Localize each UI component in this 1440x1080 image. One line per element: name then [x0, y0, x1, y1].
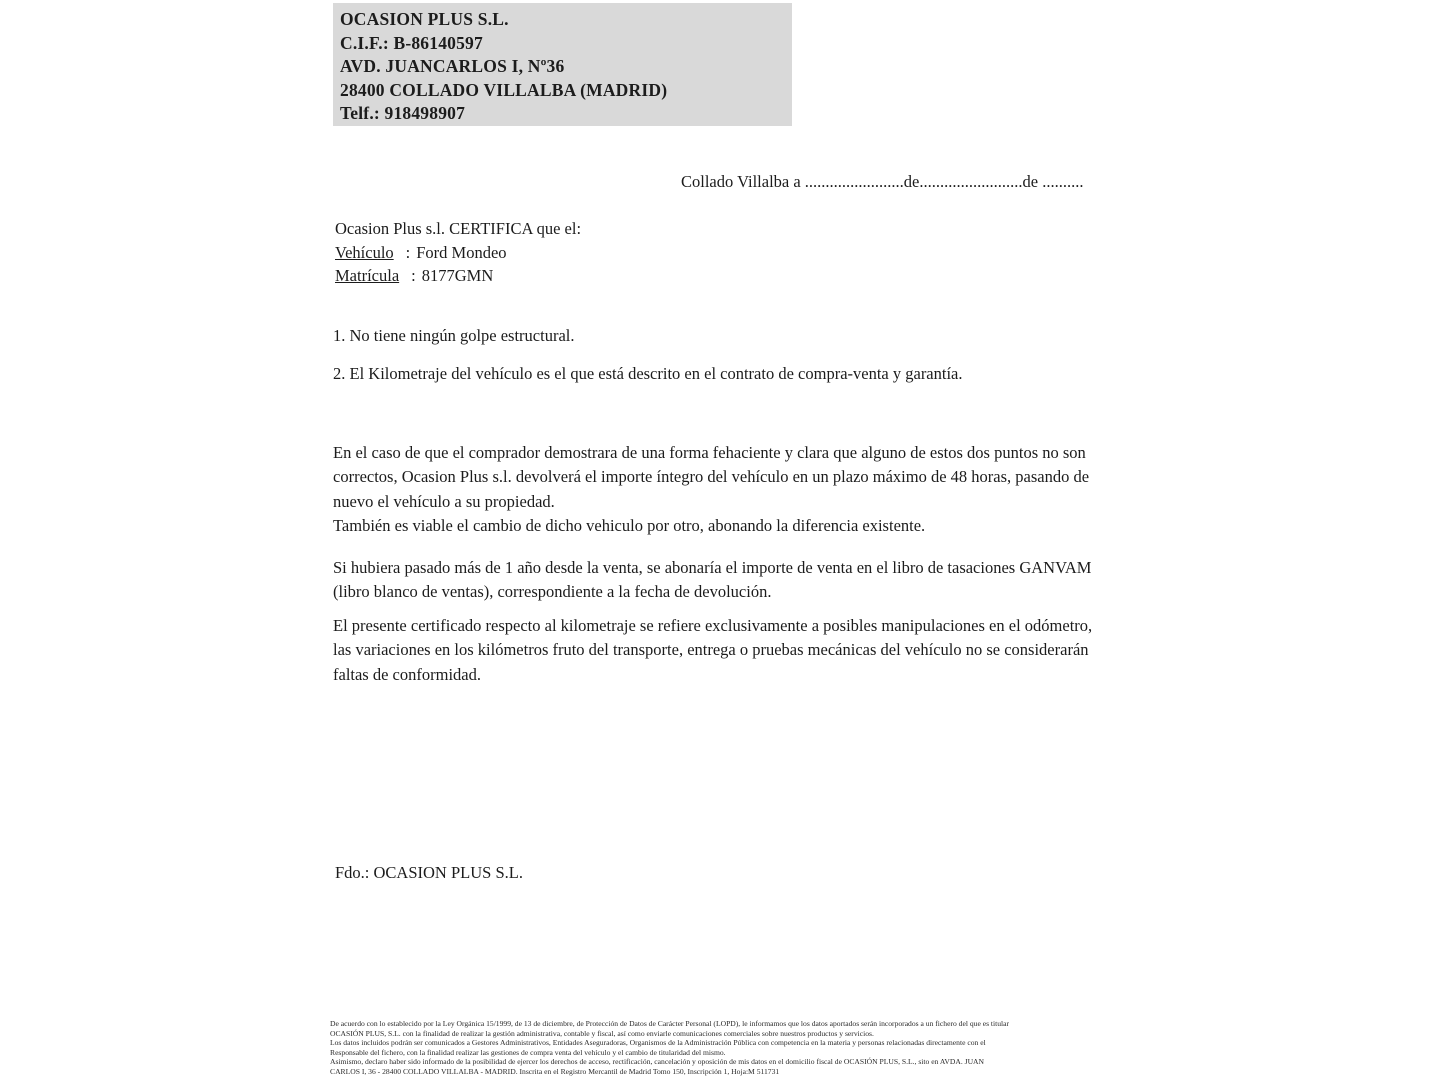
- company-name: OCASION PLUS S.L.: [340, 9, 509, 29]
- plate-field: [335, 264, 581, 288]
- paragraph-exchange: También es viable el cambio de dicho vehiculo por otro, abonando la diferencia existente.: [333, 516, 926, 535]
- signature-line: Fdo.: OCASION PLUS S.L.: [335, 863, 523, 882]
- vehicle-value: Ford Mondeo: [416, 242, 507, 262]
- vehicle-separator: :: [405, 242, 411, 262]
- paragraph-refund: En el caso de que el comprador demostrara de una forma fehaciente y clara que alguno de estos dos puntos no son correctos, Ocasion Plus s.l. devolverá el importe íntegro del vehículo en un plazo máximo de 48 horas, pasando de nuevo el vehículo a su propiedad.: [333, 443, 1090, 511]
- legal-footer-line: De acuerdo con lo establecido por la Ley Orgánica 15/1999, de 13 de diciembre, de Protección de Datos de Carácter Personal (LOPD), le informamos que los datos aportados serán incorporados a un fichero del que es titular: [330, 1019, 1010, 1028]
- legal-footer: [330, 1019, 1120, 1077]
- plate-label: Matrícula: [335, 266, 400, 285]
- certification-block: [335, 217, 581, 288]
- date-line: Collado Villalba a ........................de.........................de ..........: [681, 172, 1084, 191]
- legal-footer-line: CARLOS I, 36 - 28400 COLLADO VILLALBA - MADRID. Inscrita en el Registro Mercantil de Madrid Tomo 150, Inscripción 1, Hoja:M 511731: [330, 1066, 780, 1076]
- legal-footer-line: Responsable del fichero, con la finalidad realizar las gestiones de compra venta del vehículo y el cambio de titularidad del mismo.: [330, 1047, 726, 1057]
- statement-1: 1. No tiene ningún golpe estructural.: [333, 326, 575, 345]
- statement-2: 2. El Kilometraje del vehículo es el que está descrito en el contrato de compra-venta y garantía.: [333, 364, 963, 383]
- vehicle-label: Vehículo: [335, 242, 394, 262]
- company-city: 28400 COLLADO VILLALBA (MADRID): [340, 79, 668, 100]
- vehicle-field: [335, 241, 581, 265]
- company-cif: C.I.F.: B-86140597: [340, 32, 483, 53]
- legal-footer-line: OCASIÓN PLUS, S.L. con la finalidad de realizar la gestión administrativa, contable y fiscal, así como enviarle comunicaciones comerciales sobre nuestros productos y servicios.: [330, 1028, 874, 1038]
- plate-separator: :: [411, 266, 416, 285]
- paragraph-odometer: El presente certificado respecto al kilometraje se refiere exclusivamente a posibles manipulaciones en el odómetro, las variaciones en los kilómetros fruto del transporte, entrega o pruebas mecánicas del vehículo no se considerarán faltas de conformidad.: [333, 616, 1093, 684]
- legal-footer-line: Los datos incluidos podrán ser comunicados a Gestores Administrativos, Entidades Aseguradoras, Organismos de la Administración Pública con competencia en la materia y personas relacionadas directamente con el: [330, 1038, 986, 1048]
- company-address: AVD. JUANCARLOS I, Nº36: [340, 56, 565, 77]
- company-header-box: [333, 3, 792, 126]
- certification-intro: Ocasion Plus s.l. CERTIFICA que el:: [335, 219, 582, 238]
- legal-footer-line: Asimismo, declaro haber sido informado de la posibilidad de ejercer los derechos de acceso, rectificación, cancelación y oposición de mis datos en el domicilio fiscal de OCASIÓN PLUS, S.L., sito en AVDA. JUAN: [330, 1057, 985, 1067]
- paragraph-one-year: Si hubiera pasado más de 1 año desde la venta, se abonaría el importe de venta en el libro de tasaciones GANVAM (libro blanco de ventas), correspondiente a la fecha de devolución.: [333, 558, 1092, 602]
- company-phone: Telf.: 918498907: [340, 103, 466, 124]
- plate-value: 8177GMN: [421, 266, 494, 285]
